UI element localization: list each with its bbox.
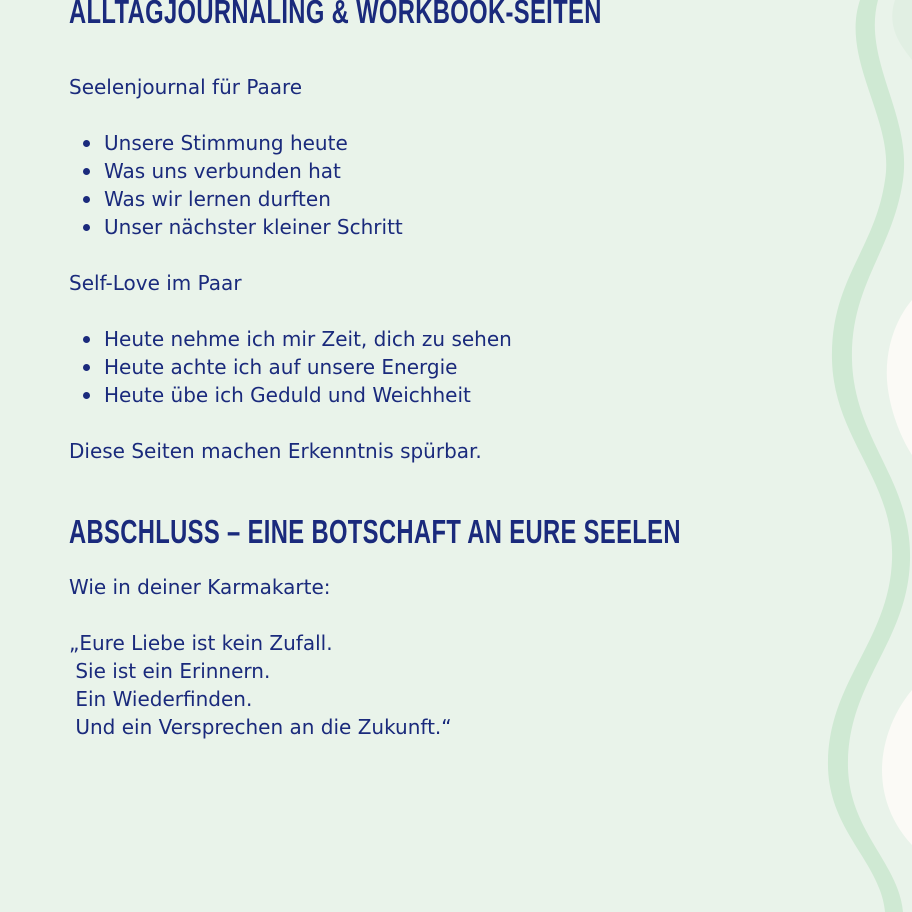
- summary-text: Diese Seiten machen Erkenntnis spürbar.: [69, 439, 482, 463]
- selflove-list: [69, 325, 512, 409]
- list-item-text: Was wir lernen durften: [104, 187, 331, 211]
- quote-line: Ein Wiederfinden.: [69, 687, 253, 711]
- list-item: [69, 381, 512, 409]
- list-item: [69, 213, 403, 241]
- closing-intro-text: Wie in deiner Karmakarte:: [69, 575, 331, 599]
- quote-line: Sie ist ein Erinnern.: [69, 659, 271, 683]
- list-item-text: Unser nächster kleiner Schritt: [104, 215, 403, 239]
- bullet-icon: [83, 168, 90, 175]
- bullet-icon: [83, 392, 90, 399]
- quote-line: „Eure Liebe ist kein Zufall.: [69, 631, 333, 655]
- list-item: [69, 157, 403, 185]
- bullet-icon: [83, 364, 90, 371]
- list-item-text: Unsere Stimmung heute: [104, 131, 348, 155]
- list-item: [69, 185, 403, 213]
- list-item-text: Heute nehme ich mir Zeit, dich zu sehen: [104, 327, 512, 351]
- subsection-title-selflove: Self-Love im Paar: [69, 271, 242, 295]
- section-heading-journaling: ALLTAGJOURNALING & WORKBOOK-SEITEN: [69, 0, 602, 30]
- list-item: [69, 129, 403, 157]
- quote-line: Und ein Versprechen an die Zukunft.“: [69, 715, 452, 739]
- bullet-icon: [83, 196, 90, 203]
- bullet-icon: [83, 336, 90, 343]
- list-item: [69, 325, 512, 353]
- list-item-text: Was uns verbunden hat: [104, 159, 341, 183]
- subsection-title-seelenjournal: Seelenjournal für Paare: [69, 75, 303, 99]
- list-item-text: Heute übe ich Geduld und Weichheit: [104, 383, 471, 407]
- list-item: [69, 353, 512, 381]
- list-item-text: Heute achte ich auf unsere Energie: [104, 355, 458, 379]
- section-heading-closing: ABSCHLUSS – EINE BOTSCHAFT AN EURE SEELEN: [69, 513, 681, 550]
- bullet-icon: [83, 140, 90, 147]
- bullet-icon: [83, 224, 90, 231]
- seelenjournal-list: [69, 129, 403, 241]
- closing-quote: [69, 629, 452, 741]
